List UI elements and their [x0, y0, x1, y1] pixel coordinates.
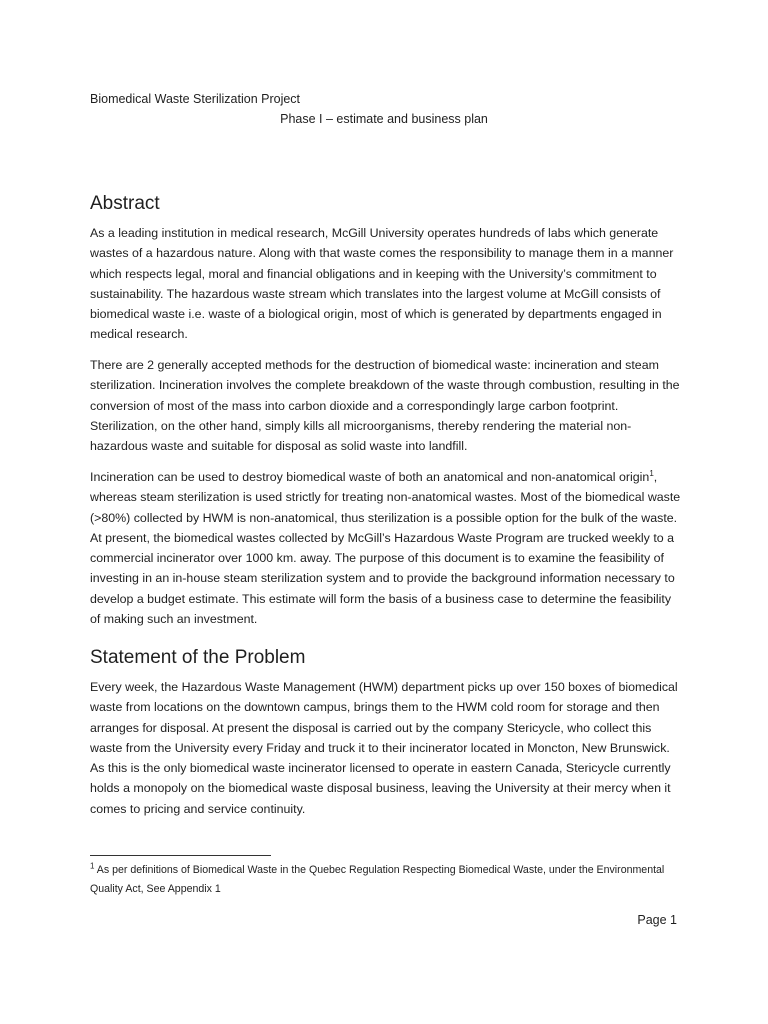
footnote: [90, 861, 682, 899]
abstract-heading: Abstract: [90, 193, 160, 214]
abstract-paragraph-3: [90, 467, 682, 629]
problem-heading: Statement of the Problem: [90, 647, 306, 668]
project-title: Biomedical Waste Sterilization Project: [90, 92, 301, 106]
abstract-paragraph-2: There are 2 generally accepted methods for the destruction of biomedical waste: incineration and steam sterilization. Incineration involves the complete breakdown of the waste through combustion, resulting in the conversion of most of the mass into carbon dioxide and a correspondingly large carbon footprint. Sterilization, on the other hand, simply kills all microorganisms, thereby rendering the material non-hazardous waste and suitable for disposal as solid waste into landfill.: [90, 358, 680, 454]
footnote-marker: 1: [90, 861, 95, 871]
abstract-paragraph-1: As a leading institution in medical research, McGill University operates hundreds of labs which generate wastes of a hazardous nature. Along with that waste comes the responsibility to manage them in a manner which respects legal, moral and financial obligations and in keeping with the University’s commitment to sustainability. The hazardous waste stream which translates into the largest volume at McGill consists of biomedical waste i.e. waste of a biological origin, most of which is generated by departments engaged in medical research.: [90, 226, 674, 342]
paragraph-3-text-start: Incineration can be used to destroy biomedical waste of both an anatomical and non-anatomical origin: [90, 470, 650, 484]
problem-paragraph-1: Every week, the Hazardous Waste Management (HWM) department picks up over 150 boxes of biomedical waste from locations on the downtown campus, brings them to the HWM cold room for storage and then arranges for disposal. At present the disposal is carried out by the company Stericycle, who collect this waste from the University every Friday and truck it to their incinerator located in Moncton, New Brunswick. As this is the only biomedical waste incinerator licensed to operate in eastern Canada, Stericycle currently holds a monopoly on the biomedical waste disposal business, leaving the University at their mercy when it comes to pricing and service continuity.: [90, 680, 678, 816]
paragraph-3-text-end: , whereas steam sterilization is used strictly for treating non-anatomical wastes. Most of the biomedical waste (>80%) collected by HWM is non-anatomical, thus sterilization is a possible option for the bulk of the waste. At present, the biomedical wastes collected by McGill’s Hazardous Waste Program are trucked weekly to a commercial incinerator over 1000 km. away. The purpose of this document is to examine the feasibility of investing in an in-house steam sterilization system and to provide the background information necessary to develop a budget estimate. This estimate will form the basis of a business case to determine the feasibility of making such an investment.: [90, 470, 681, 627]
page-number: Page 1: [637, 913, 677, 927]
footnote-reference[interactable]: 1: [649, 468, 654, 478]
footnote-text: As per definitions of Biomedical Waste in the Quebec Regulation Respecting Biomedical Waste, under the Environmental Quality Act, See Appendix 1: [90, 864, 665, 895]
footnote-separator: [90, 855, 271, 856]
phase-title: Phase I – estimate and business plan: [280, 112, 488, 126]
